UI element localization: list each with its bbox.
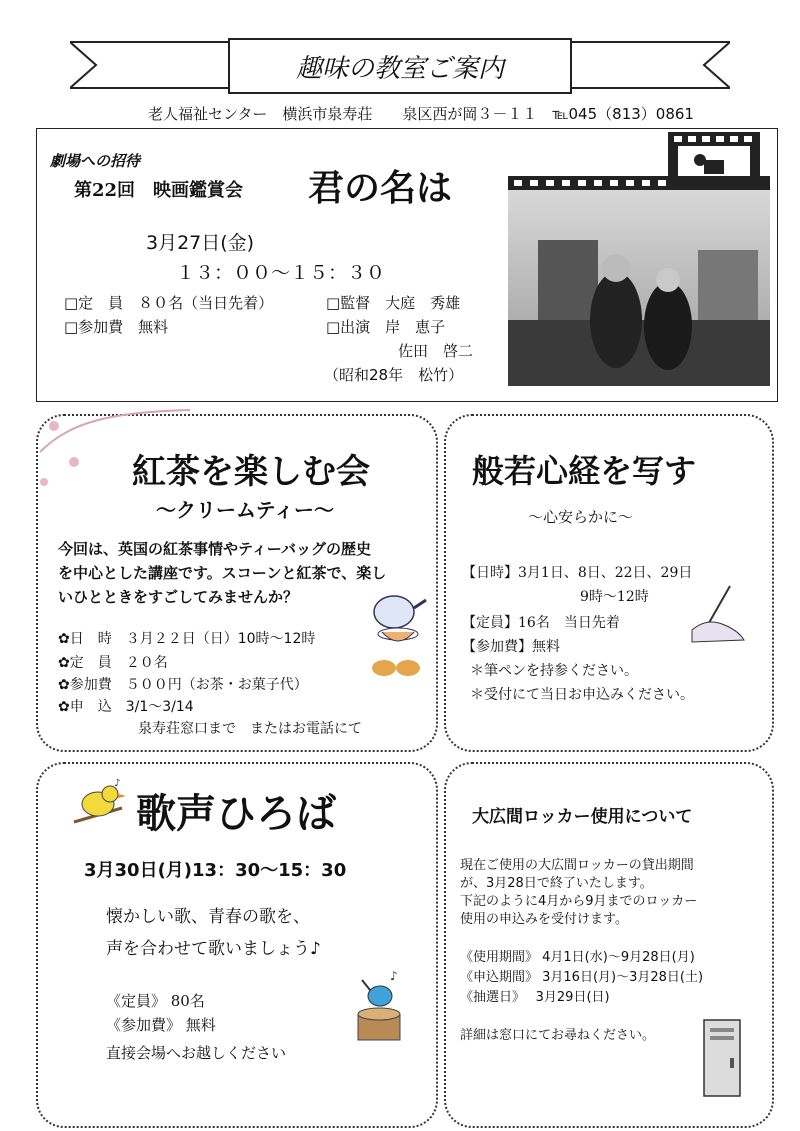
song-capacity: 《定員》 80名 xyxy=(106,992,205,1010)
tea-apply-place: 泉寿荘窓口まで またはお電話にて xyxy=(138,721,362,737)
tea-desc-3: いひとときをすごしてみませんか？ xyxy=(58,588,299,606)
tea-desc-1: 今回は、英国の紅茶事情やティーバッグの歴史 xyxy=(58,540,372,558)
song-datetime: 3月30日(月)13：30～15：30 xyxy=(84,860,347,881)
movie-cast-2: 佐田 啓二 xyxy=(398,342,474,360)
tea-capacity: ✿定 員 ２０名 xyxy=(58,655,168,671)
locker-use-period: 《使用期間》 4月1日(水)～9月28日(月) xyxy=(460,950,695,965)
locker-detail: 詳細は窓口にてお尋ねください。 xyxy=(460,1028,656,1043)
teapot-icon xyxy=(364,588,430,684)
locker-apply-period: 《申込期間》 3月16日(月)～3月28日(土) xyxy=(460,970,704,985)
sutra-note-2: ＊受付にて当日お申込みください。 xyxy=(470,687,694,703)
locker-title: 大広間ロッカー使用について xyxy=(472,807,693,827)
movie-director: □監督 大庭 秀雄 xyxy=(326,294,461,312)
locker-icon xyxy=(702,1018,742,1100)
sutra-subtitle: ～心安らかに～ xyxy=(528,508,634,526)
locker-p2: が、3月28日で終了いたします。 xyxy=(460,876,653,891)
movie-fee: □参加費 無料 xyxy=(64,318,169,336)
movie-title: 君の名は xyxy=(308,167,453,209)
tea-subtitle: ～クリームティー～ xyxy=(156,498,334,522)
sutra-title: 般若心経を写す xyxy=(472,452,697,490)
center-info: 老人福祉センター 横浜市泉寿荘 泉区西が岡３－１１ ℡045（813）0861 xyxy=(148,105,694,123)
sutra-time: 9時～12時 xyxy=(580,589,649,605)
tea-apply: ✿申 込 3/1～3/14 xyxy=(58,699,194,715)
sutra-note-1: ＊筆ペンを持参ください。 xyxy=(470,663,638,679)
svg-text:♪: ♪ xyxy=(390,969,398,983)
locker-p3: 下記のように4月から9月までのロッカー xyxy=(460,894,698,909)
movie-year: （昭和28年 松竹） xyxy=(324,366,464,384)
sutra-fee: 【参加費】無料 xyxy=(462,639,560,655)
bird-on-stump-icon xyxy=(340,966,420,1046)
movie-series: 第22回 映画鑑賞会 xyxy=(74,180,244,201)
tea-desc-2: を中心とした講座です。スコーンと紅茶で、楽し xyxy=(58,564,387,582)
locker-draw-date: 《抽選日》 3月29日(日) xyxy=(460,990,610,1005)
locker-p1: 現在ご使用の大広間ロッカーの貸出期間 xyxy=(460,858,694,873)
writing-hand-icon xyxy=(686,584,748,644)
tea-fee: ✿参加費 ５００円（お茶・お菓子代） xyxy=(58,677,308,693)
song-line-1: 懐かしい歌、青春の歌を、 xyxy=(106,907,310,927)
song-fee: 《参加費》 無料 xyxy=(106,1016,216,1034)
bird-icon xyxy=(70,778,128,834)
song-title: 歌声ひろば xyxy=(136,790,336,837)
tea-datetime: ✿日 時 ３月２２日（日）10時～12時 xyxy=(58,631,316,647)
movie-time: １３：００～１５：３０ xyxy=(176,262,386,284)
movie-cast: □出演 岸 恵子 xyxy=(326,318,446,336)
tea-title: 紅茶を楽しむ会 xyxy=(132,452,370,492)
movie-date: 3月27日(金) xyxy=(146,232,255,254)
movie-capacity: □定 員 ８０名（当日先着） xyxy=(64,294,274,312)
svg-text:♪: ♪ xyxy=(114,778,121,789)
song-direct: 直接会場へお越しください xyxy=(106,1044,287,1062)
page-title: 趣味の教室ご案内 xyxy=(228,38,572,94)
sutra-datetime: 【日時】3月1日、8日、22日、29日 xyxy=(462,565,693,581)
locker-p4: 使用の申込みを受付けます。 xyxy=(460,912,628,927)
film-strip-image xyxy=(508,130,770,392)
sutra-capacity: 【定員】16名 当日先着 xyxy=(462,615,620,631)
song-line-2: 声を合わせて歌いましょう♪ xyxy=(106,939,321,959)
movie-kicker: 劇場への招待 xyxy=(50,152,141,170)
